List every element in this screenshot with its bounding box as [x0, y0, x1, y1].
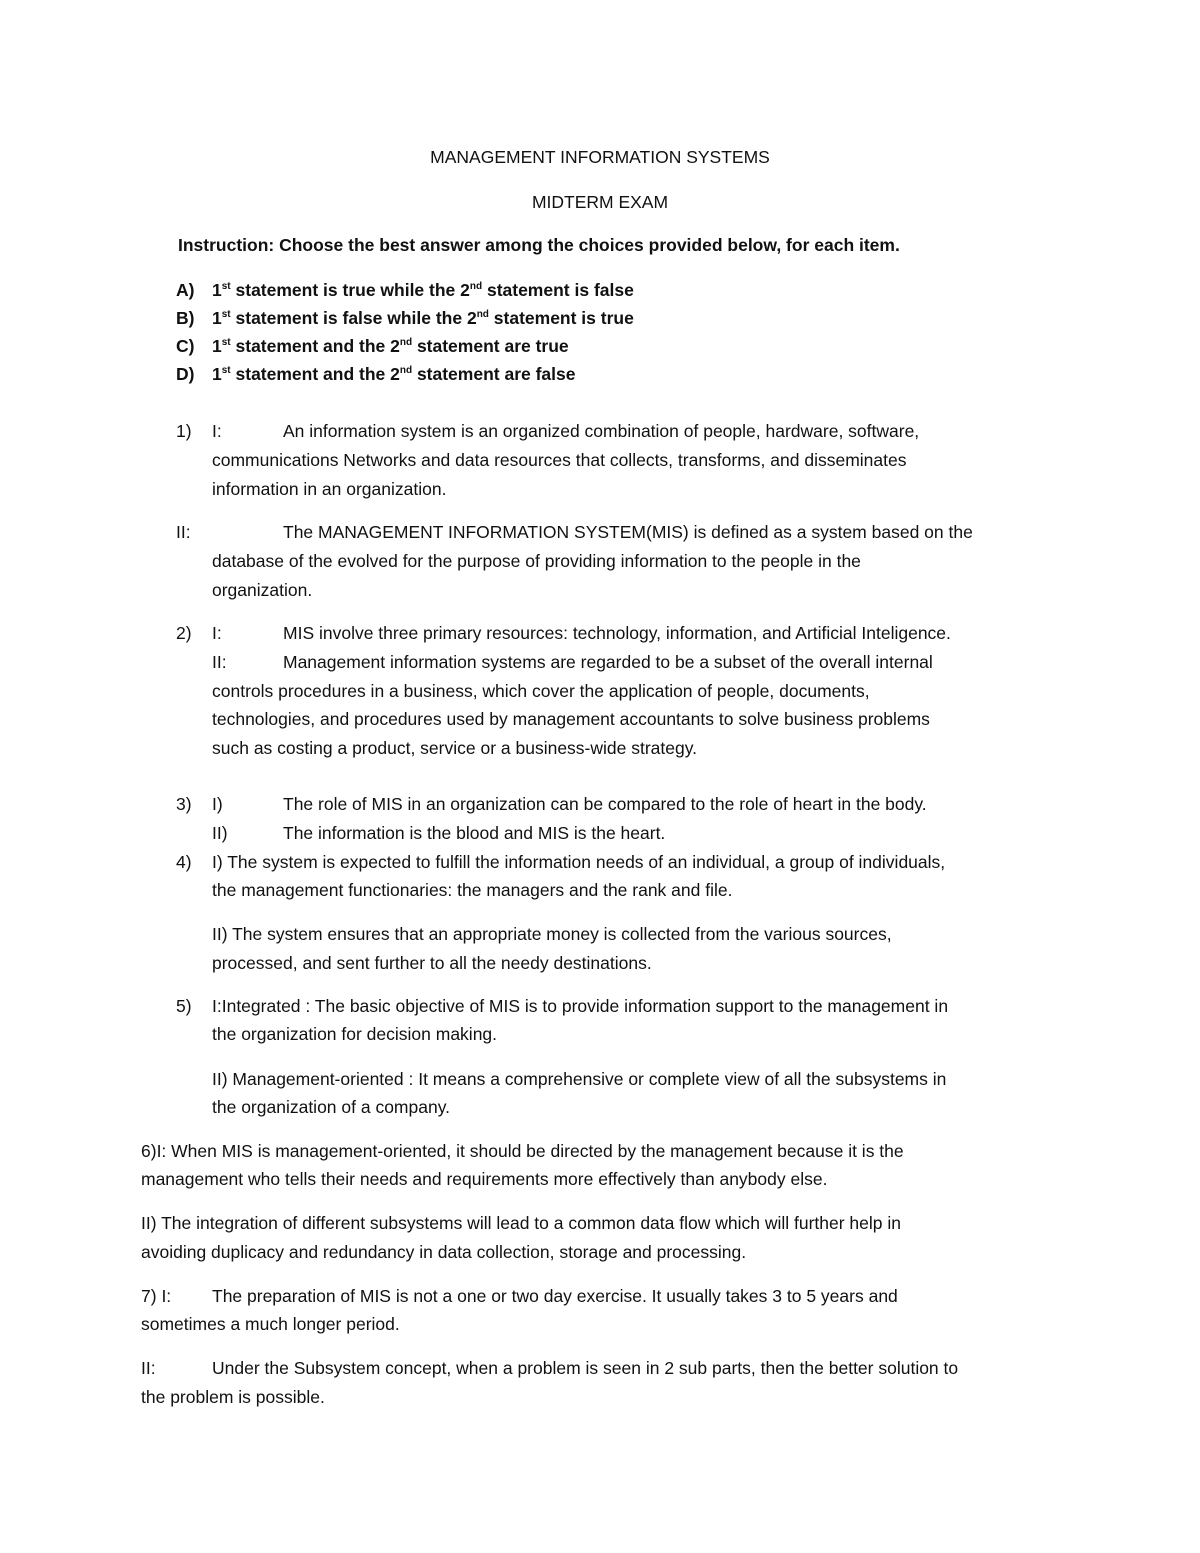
- statement-label: I:: [212, 421, 222, 441]
- question-number: 7) I:: [141, 1286, 172, 1306]
- statement-text: management who tells their needs and requirements more effectively than anybody else.: [141, 1169, 828, 1189]
- choice-c-letter: C): [176, 336, 195, 356]
- statement-text: technologies, and procedures used by management accountants to solve business problems: [212, 709, 930, 729]
- choice-b-letter: B): [176, 308, 195, 328]
- choice-c-text: 1st statement and the 2nd statement are true: [212, 336, 569, 356]
- statement-text: communications Networks and data resources that collects, transforms, and disseminates: [212, 450, 907, 470]
- question-number: 2): [176, 623, 192, 643]
- statement-text: database of the evolved for the purpose of providing information to the people in the: [212, 551, 861, 571]
- exam-title: MANAGEMENT INFORMATION SYSTEMS: [430, 147, 770, 167]
- statement-text: An information system is an organized combination of people, hardware, software,: [283, 421, 920, 441]
- statement-text: MIS involve three primary resources: technology, information, and Artificial Inteligence.: [283, 623, 951, 643]
- question-number: 5): [176, 996, 192, 1016]
- statement-text: the organization for decision making.: [212, 1024, 498, 1044]
- exam-subtitle: MIDTERM EXAM: [531, 192, 669, 212]
- statement-text: The role of MIS in an organization can be compared to the role of heart in the body.: [283, 794, 927, 814]
- choice-d-letter: D): [176, 364, 195, 384]
- statement-text: II) The system ensures that an appropriate money is collected from the various sources,: [212, 924, 892, 944]
- statement-text: II) Management-oriented : It means a comprehensive or complete view of all the subsystems in: [212, 1069, 947, 1089]
- statement-text: The MANAGEMENT INFORMATION SYSTEM(MIS) is defined as a system based on the: [283, 522, 973, 542]
- statement-text: the problem is possible.: [141, 1387, 325, 1407]
- statement-text: organization.: [212, 580, 313, 600]
- statement-text: sometimes a much longer period.: [141, 1314, 400, 1334]
- statement-text: controls procedures in a business, which cover the application of people, documents,: [212, 681, 870, 701]
- statement-text: The preparation of MIS is not a one or two day exercise. It usually takes 3 to 5 years and: [212, 1286, 898, 1306]
- statement-text: information in an organization.: [212, 479, 447, 499]
- statement-label: II:: [176, 522, 191, 542]
- choice-a-letter: A): [176, 280, 195, 300]
- question-number: 3): [176, 794, 192, 814]
- question-number: 1): [176, 421, 192, 441]
- statement-text: such as costing a product, service or a business-wide strategy.: [212, 738, 698, 758]
- statement-text: the management functionaries: the managers and the rank and file.: [212, 880, 733, 900]
- statement-text: avoiding duplicacy and redundancy in data collection, storage and processing.: [141, 1242, 747, 1262]
- question-number: 4): [176, 852, 192, 872]
- instruction-text: Instruction: Choose the best answer among the choices provided below, for each item.: [178, 235, 900, 255]
- question-number: 6)I: When MIS is management-oriented, it should be directed by the management because it is the: [141, 1141, 904, 1161]
- statement-text: Under the Subsystem concept, when a problem is seen in 2 sub parts, then the better solution to: [212, 1358, 959, 1378]
- statement-label: II:: [212, 652, 227, 672]
- statement-text: I) The system is expected to fulfill the information needs of an individual, a group of individuals,: [212, 852, 946, 872]
- choice-d-text: 1st statement and the 2nd statement are false: [212, 364, 576, 384]
- statement-text: The information is the blood and MIS is the heart.: [283, 823, 666, 843]
- statement-text: processed, and sent further to all the needy destinations.: [212, 953, 652, 973]
- statement-text: I:Integrated : The basic objective of MIS is to provide information support to the management in: [212, 996, 949, 1016]
- choice-b-text: 1st statement is false while the 2nd statement is true: [212, 308, 634, 328]
- statement-label: I:: [212, 623, 222, 643]
- statement-text: the organization of a company.: [212, 1097, 451, 1117]
- statement-label: II): [212, 823, 228, 843]
- statement-text: II) The integration of different subsystems will lead to a common data flow which will further help in: [141, 1213, 901, 1233]
- statement-label: I): [212, 794, 223, 814]
- statement-label: II:: [141, 1358, 156, 1378]
- statement-text: Management information systems are regarded to be a subset of the overall internal: [283, 652, 933, 672]
- choice-a-text: 1st statement is true while the 2nd statement is false: [212, 280, 634, 300]
